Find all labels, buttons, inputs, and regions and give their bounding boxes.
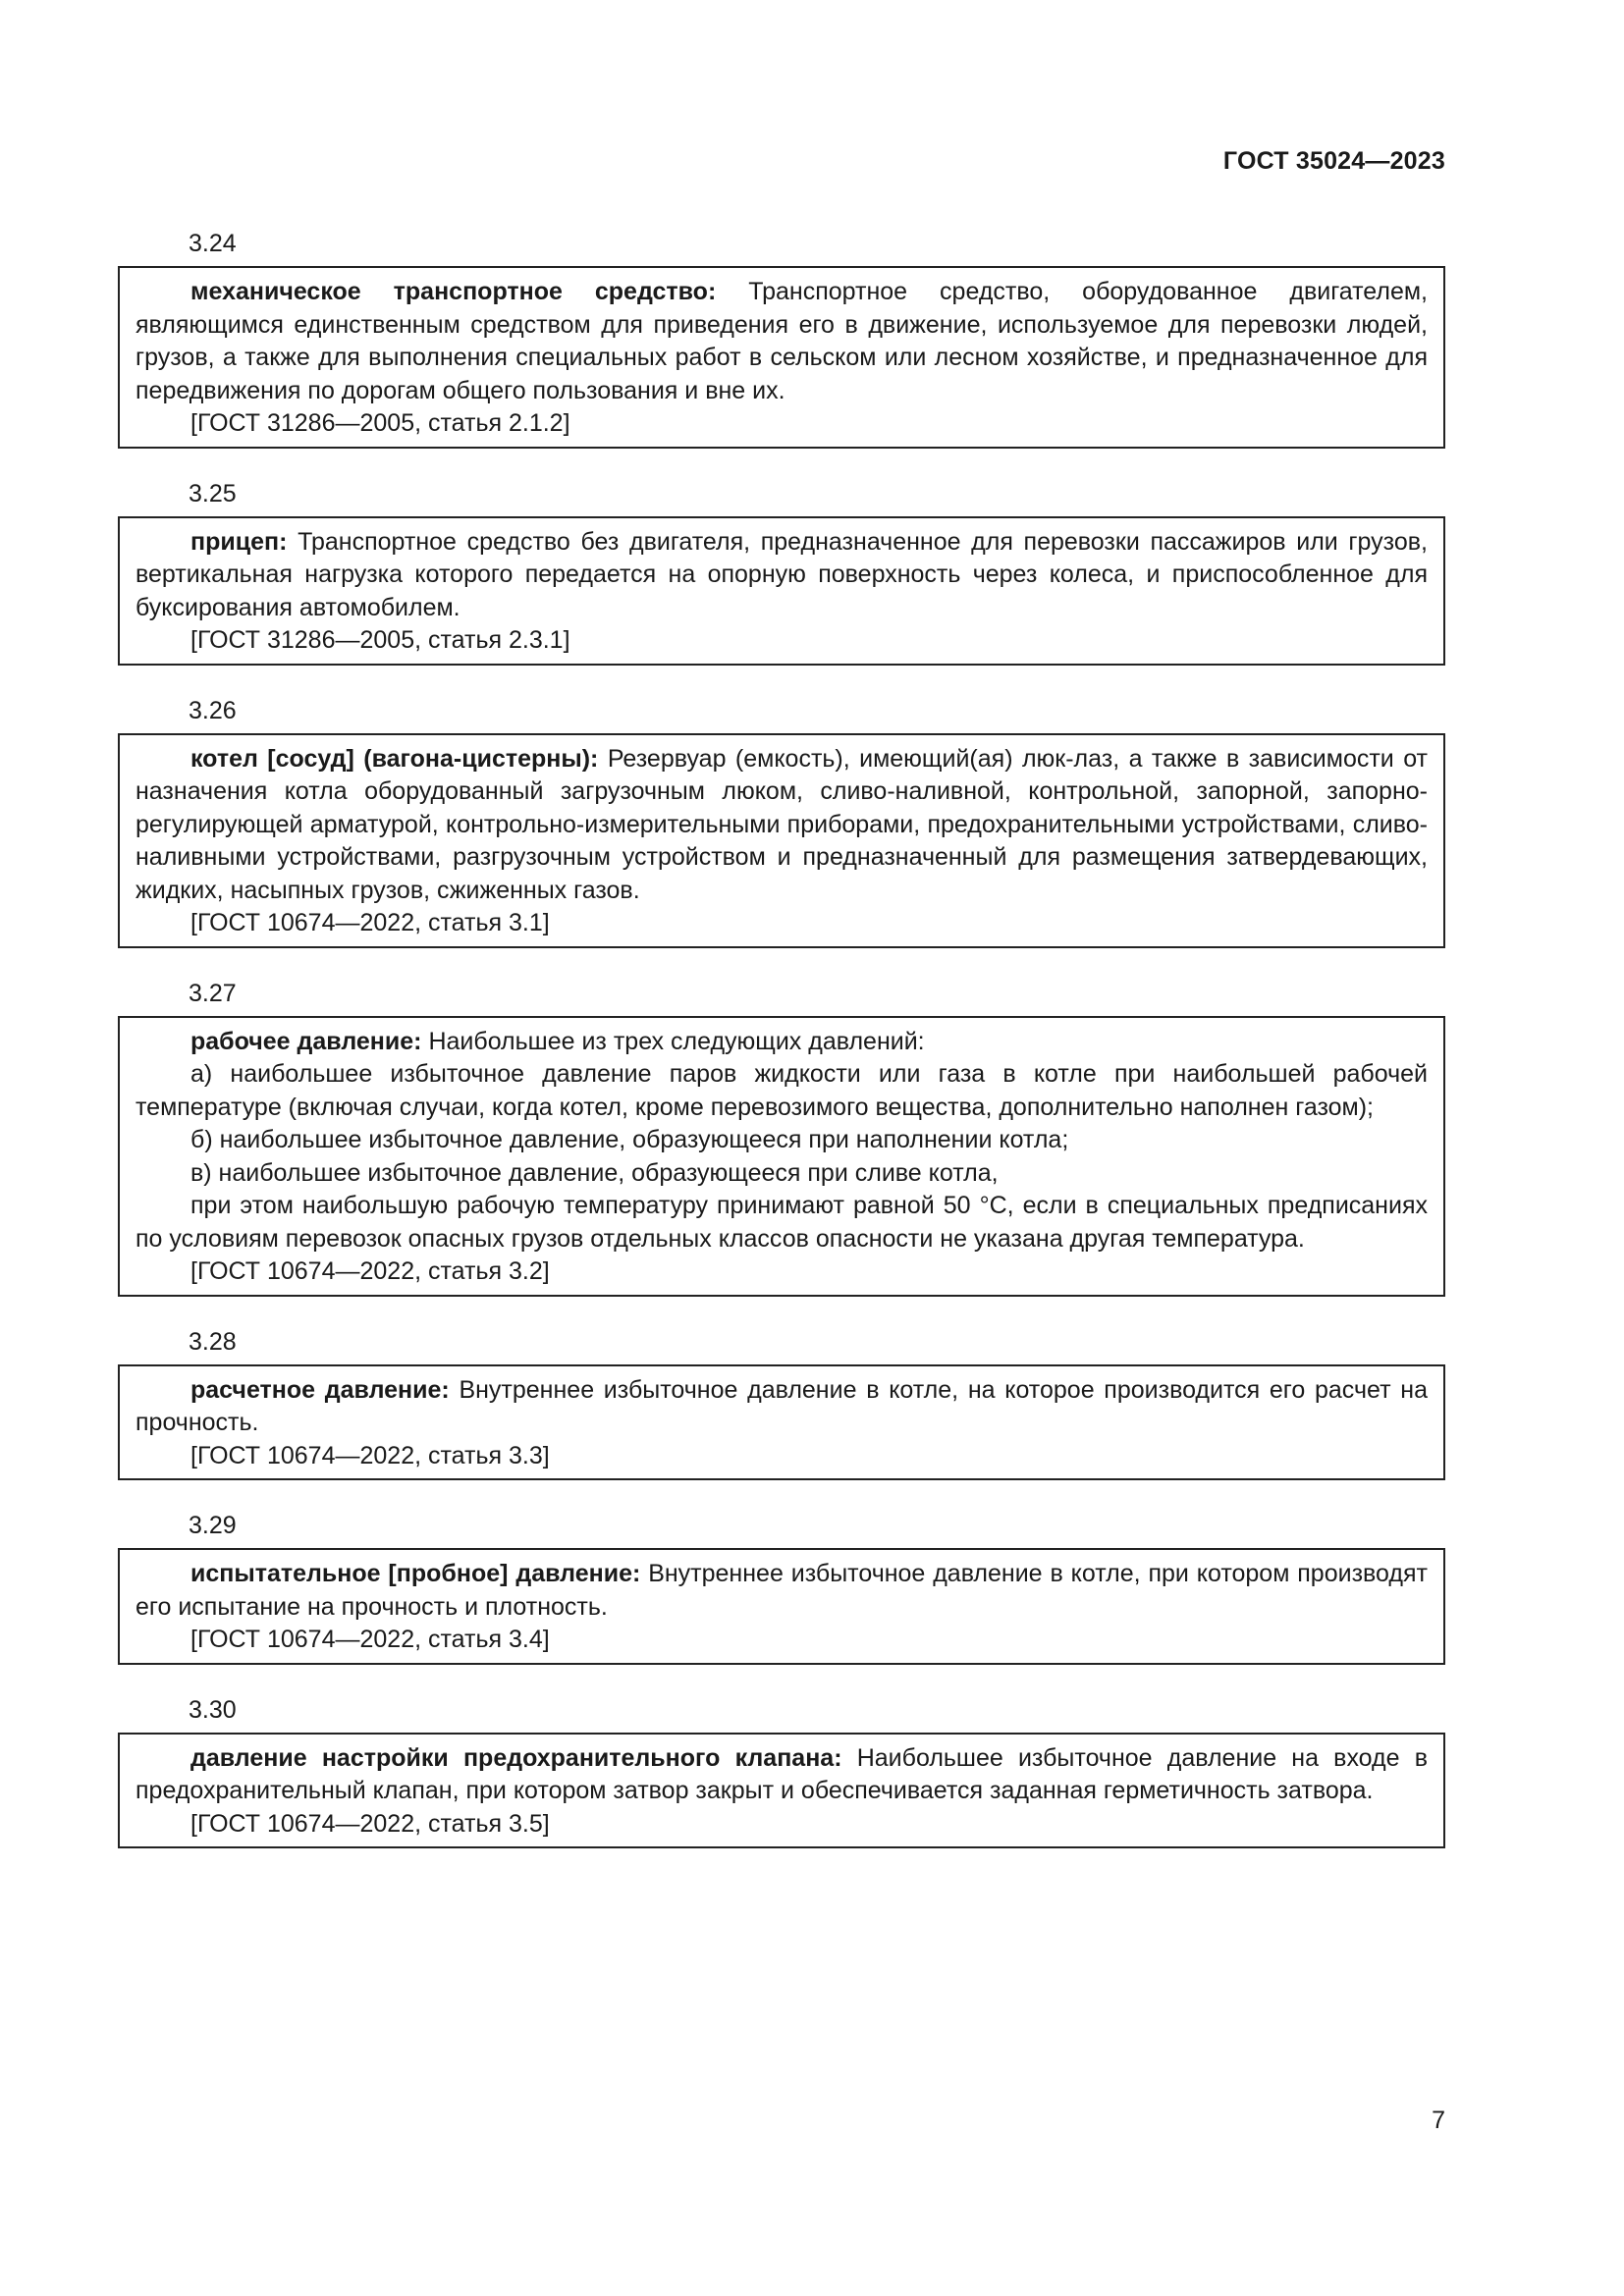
term-number: 3.26 [189,696,237,724]
term-name: прицеп: [190,527,288,556]
term-number: 3.28 [189,1327,237,1356]
term-definition-box [118,516,1445,666]
term-definition-box [118,1364,1445,1481]
term-name: рабочее давление: [190,1027,422,1055]
term-definition: Внутреннее избыточное давление в котле, на которое производится его расчет на прочность. [135,1375,1428,1436]
term-name: механическое транспортное средство: [190,278,717,305]
term-definition: Наибольшее избыточное давление на входе в предохранительный клапан, при котором затвор закрыт и обеспечивается заданная герметичность затвора. [135,1743,1428,1804]
term-name: испытательное [пробное] давление: [190,1560,641,1587]
term-definition: Внутреннее избыточное давление в котле, при котором производят его испытание на прочность и плотность. [135,1560,1428,1621]
definition-list-item: б) наибольшее избыточное давление, образующееся при наполнении котла; [190,1126,1069,1153]
terms-list [118,228,1445,1878]
term-number: 3.25 [189,479,237,507]
term-definition-box [118,1548,1445,1665]
definition-paragraph [135,526,1428,625]
term-source: [ГОСТ 10674—2022, статья 3.2] [190,1257,550,1285]
term-definition: Транспортное средство без двигателя, предназначенное для перевозки пассажиров или грузов, вертикальная нагрузка которого передается на опорную поверхность через колеса, и приспособленное для буксирования автомобилем. [135,527,1428,621]
definition-paragraph [135,1558,1428,1624]
term-number: 3.29 [189,1512,237,1539]
term-source: [ГОСТ 10674—2022, статья 3.3] [190,1441,550,1469]
term-number: 3.27 [189,979,237,1007]
page-number: 7 [1432,2107,1445,2134]
definition-paragraph [135,1026,1428,1059]
term-definition-box [118,1016,1445,1297]
term-name: расчетное давление: [190,1375,450,1404]
definition-list-item: в) наибольшее избыточное давление, образующееся при сливе котла, [190,1158,999,1187]
term-name: котел [сосуд] (вагона-цистерны): [190,744,599,773]
term-definition-box [118,733,1445,948]
term-definition-box [118,266,1445,449]
term-name: давление настройки предохранительного клапана: [190,1743,842,1772]
term-source: [ГОСТ 10674—2022, статья 3.4] [190,1626,550,1653]
definition-note: при этом наибольшую рабочую температуру принимают равной 50 °С, если в специальных предписаниях по условиям перевозок опасных грузов отдельных классов опасности не указана другая температура. [135,1192,1428,1253]
term-source: [ГОСТ 31286—2005, статья 2.3.1] [190,626,570,654]
definition-paragraph [135,1742,1428,1808]
term-definition-box [118,1733,1445,1849]
definition-paragraph [135,1374,1428,1440]
definition-list-item: а) наибольшее избыточное давление паров жидкости или газа в котле при наибольшей рабочей температуре (включая случаи, когда котел, кроме перевозимого вещества, дополнительно наполнен газом); [135,1060,1428,1121]
term-definition: Транспортное средство, оборудованное двигателем, являющимся единственным средством для приведения его в движение, используемое для перевозки людей, грузов, а также для выполнения специальных работ в сельском или лесном хозяйстве, и предназначенное для передвижения по дорогам общего пользования и вне их. [135,278,1428,404]
term-number: 3.24 [189,230,237,257]
document-code-header: ГОСТ 35024—2023 [1222,147,1445,175]
term-definition: Наибольшее из трех следующих давлений: [428,1027,925,1055]
term-number: 3.30 [189,1695,237,1724]
definition-paragraph [135,743,1428,908]
term-source: [ГОСТ 10674—2022, статья 3.1] [190,909,550,936]
term-definition: Резервуар (емкость), имеющий(ая) люк-лаз, а также в зависимости от назначения котла оборудованный загрузочным люком, сливо-наливной, контрольной, запорной, запорно-регулирующей арматурой, контрольно-измерительными приборами, предохранительными устройствами, сливо-наливными устройствами, разгрузочным устройством и предназначенный для размещения затвердевающих, жидких, насыпных грузов, сжиженных газов. [135,744,1428,904]
definition-paragraph [135,276,1428,407]
term-source: [ГОСТ 31286—2005, статья 2.1.2] [190,409,570,437]
term-source: [ГОСТ 10674—2022, статья 3.5] [190,1809,550,1838]
